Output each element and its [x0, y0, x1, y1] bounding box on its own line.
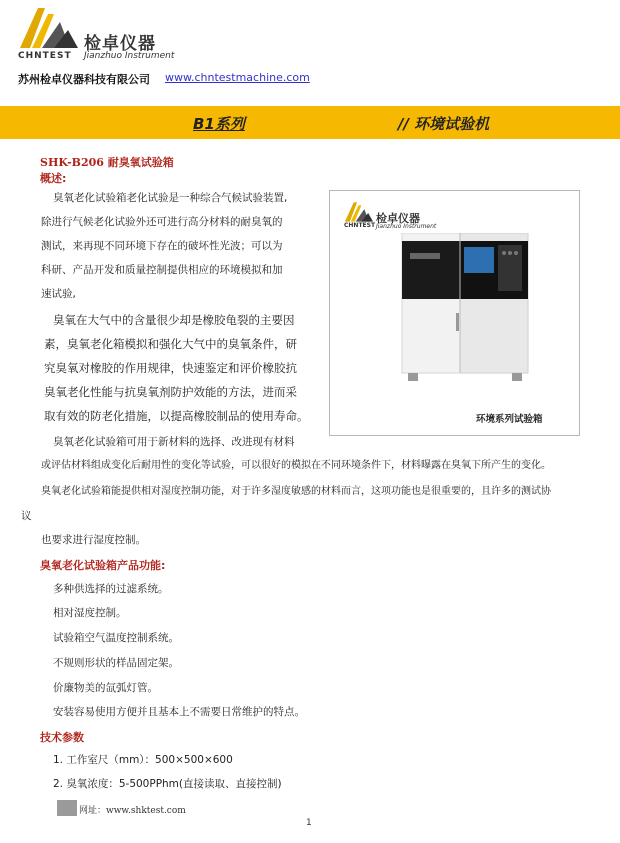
ozone-line: 素，臭氧老化箱模拟和强化大气中的臭氧条件，研 [44, 337, 297, 351]
application-line: 臭氧老化试验箱可用于新材料的选择、改进现有材料 [53, 436, 295, 448]
feature-item: 安装容易使用方便并且基本上不需要日常维护的特点。 [53, 706, 305, 718]
logo-english-name: Jianzhuo Instrument [84, 51, 175, 61]
photo-logo-cn: 检卓仪器 [376, 212, 420, 225]
overview-heading: 概述: [40, 172, 67, 185]
overview-line: 科研、产品开发和质量控制提供相应的环境模拟和加 [41, 264, 283, 276]
ozone-line: 臭氧在大气中的含量很少却是橡胶龟裂的主要因 [53, 313, 295, 327]
company-name: 苏州检卓仪器科技有限公司 [18, 73, 150, 86]
spec-item: 1. 工作室尺（mm）：500×500×600 [53, 754, 233, 766]
application-line: 臭氧老化试验箱能提供相对湿度控制功能，对于许多湿度敏感的材料而言，这项功能也是很重要的，且许多的测试协 [41, 486, 551, 497]
overview-line: 测试，来再现不同环境下存在的破坏性光波；可以为 [41, 240, 283, 252]
logo-chinese-name: 检卓仪器 [84, 34, 156, 54]
series-banner [0, 106, 620, 139]
ozone-line: 臭氧老化性能与抗臭氧剂防护效能的方法，进而采 [44, 385, 297, 399]
photo-caption: 环境系列试验箱 [476, 414, 543, 425]
overview-line: 除进行气候老化试验外还可进行高分材料的耐臭氧的 [41, 216, 283, 228]
feature-item: 不规则形状的样品固定架。 [53, 657, 179, 669]
feature-item: 多种供选择的过滤系统。 [53, 583, 169, 595]
photo-logo-brand: CHNTEST [344, 222, 376, 229]
specs-heading: 技术参数 [40, 731, 84, 744]
photo-logo-en: Jianzhuo Instrument [376, 223, 437, 230]
application-line: 议 [21, 510, 32, 522]
spec-item: 2. 臭氧浓度：5-500PPhm(直接读取、直接控制) [53, 778, 282, 790]
application-line: 或评估材料组成变化后耐用性的变化等试验，可以很好的模拟在不同环境条件下，材料曝露在臭氧下所产生的变化。 [41, 460, 551, 471]
photo-logo-mark [344, 201, 374, 223]
overview-line: 臭氧老化试验箱老化试验是一种综合气候试验装置, [53, 192, 288, 204]
ozone-line: 究臭氧对橡胶的作用规律，快速鉴定和评价橡胶抗 [44, 361, 297, 375]
footer-url: 网址：www.shktest.com [79, 806, 186, 816]
brand-logo-mark [18, 6, 80, 50]
feature-item: 试验箱空气温度控制系统。 [53, 632, 179, 644]
category-label: // 环境试验机 [398, 115, 490, 133]
product-title: SHK-B206 耐臭氧试验箱 [40, 156, 174, 169]
application-line: 也要求进行湿度控制。 [41, 534, 146, 546]
overview-line: 速试验, [41, 288, 76, 300]
feature-item: 相对湿度控制。 [53, 607, 127, 619]
ozone-chamber-image [400, 233, 530, 389]
product-photo [329, 190, 580, 436]
ozone-line: 取有效的防老化措施，以提高橡胶制品的使用寿命。 [44, 409, 309, 423]
features-heading: 臭氧老化试验箱产品功能: [40, 559, 166, 572]
footer-marker [57, 800, 77, 816]
page-number: 1 [306, 818, 312, 828]
series-label: B1系列 [193, 115, 245, 133]
feature-item: 价廉物美的氙弧灯管。 [53, 682, 158, 694]
website-link[interactable]: www.chntestmachine.com [165, 71, 310, 84]
logo-brand-text: CHNTEST [18, 51, 72, 61]
